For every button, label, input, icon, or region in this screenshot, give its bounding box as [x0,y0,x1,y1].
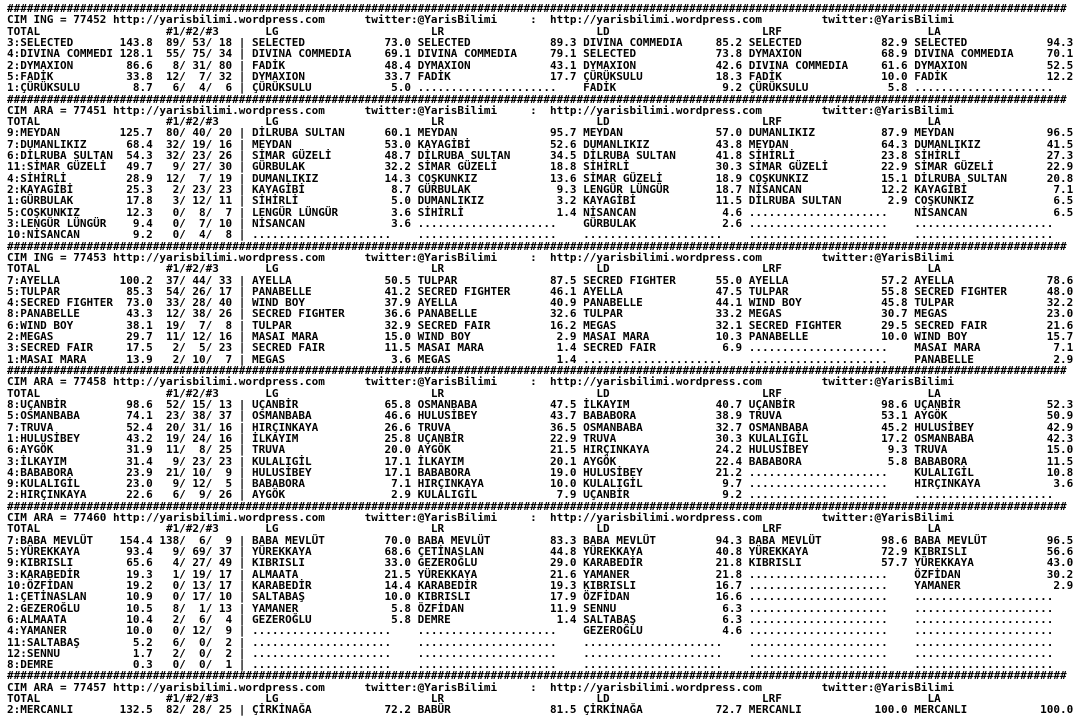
data-row: 2:MERCANLI 132.5 82/ 28/ 25 | ÇİRKİNAĞA 72.2 BABÜR 81.5 ÇİRKİNAĞA 72.7 MERCANLI 100.0 MERCANLI 100.0 [7,703,1074,716]
data-row: 4:SİHİRLİ 28.9 12/ 7/ 19 | DUMANLIKIZ 14.3 COŞKUNKIZ 13.6 SİMAR GÜZELİ 18.9 COŞKUNKIZ 15.1 DİLRUBA SULTAN 20.8 [7,171,1074,185]
data-row: 12:SENNU 1.7 2/ 0/ 2 | ..................... ..................... ..................... ..................... ..................... [7,646,1074,660]
data-row: 10:NİSANCAN 9.2 0/ 4/ 8 | ..................... ..................... ..................... ..................... ..................... [7,228,1074,242]
data-row: 7:DUMANLIKIZ 68.4 32/ 19/ 16 | MEYDAN 53.0 KAYAGİBİ 52.6 DUMANLIKIZ 43.8 MEYDAN 64.3 DUMANLIKIZ 41.5 [7,137,1074,151]
data-row: 3:İLKAYIM 31.4 9/ 23/ 23 | KULALIGİL 17.1 İLKAYIM 20.1 AYGÖK 22.4 BABABORA 5.8 BABABORA 11.5 [7,454,1074,468]
column-header: TOTAL #1/#2/#3 LG LR LD LRF LA [7,24,941,38]
section-header: CIM ING = 77452 http://yarisbilimi.wordpress.com twitter:@YarisBilimi : http://yarisbilimi.wordpress.com twitter:@YarisBilimi [7,13,955,27]
section-separator: ################################################################################################################################################################ [7,364,1067,377]
data-row: 2:GEZEROĞLU 10.5 8/ 1/ 13 | YAMANER 5.8 ÖZFİDAN 11.9 SENNU 6.3 ..................... ..................... [7,601,1074,615]
data-row: 2:DYMAXION 86.6 8/ 31/ 80 | FADİK 48.4 DYMAXION 43.1 DYMAXION 42.6 DIVINA COMMEDIA 61.6 DYMAXION 52.5 [7,58,1074,72]
data-row: 9:KULALIGİL 23.0 9/ 12/ 5 | BABABORA 7.1 HIRÇINKAYA 10.0 KULALIGİL 9.7 ..................... HIRÇINKAYA 3.6 [7,477,1074,491]
section-separator: ################################################################################################################################################################ [7,92,1067,106]
data-row: 7:TRUVA 52.4 20/ 31/ 16 | HIRÇINKAYA 26.6 TRUVA 36.5 OSMANBABA 32.7 OSMANBABA 45.2 HULUSİBEY 42.9 [7,420,1074,434]
data-row: 2:KAYAGİBİ 25.3 2/ 23/ 23 | KAYAGİBİ 8.7 GÜRBULAK 9.3 LENGÜR LÜNGÜR 18.7 NİSANCAN 12.2 KAYAGİBİ 7.1 [7,183,1074,196]
column-header: TOTAL #1/#2/#3 LG LR LD LRF LA [7,522,941,536]
data-row: 5:YÜREKKAYA 93.4 9/ 69/ 37 | YÜREKKAYA 68.6 ÇETİNASLAN 44.8 YÜREKKAYA 40.8 YÜREKKAYA 72.9 KIBRISLI 56.6 [7,545,1074,558]
data-row: 8:UÇANBİR 98.6 52/ 15/ 13 | UÇANBİR 65.8 OSMANBABA 47.5 İLKAYIM 40.7 UÇANBİR 98.6 UÇANBİR 52.3 [7,397,1074,411]
data-row: 5:TULPAR 85.3 54/ 26/ 17 | PANABELLE 41.2 SECRED FIGHTER 46.1 AYELLA 47.5 TULPAR 55.8 SECRED FIGHTER 48.0 [7,284,1074,298]
column-header: TOTAL #1/#2/#3 LG LR LD LRF LA [7,692,941,706]
section-separator: ################################################################################################################################################################ [7,499,1067,513]
data-row: 4:SECRED FIGHTER 73.0 33/ 28/ 40 | WIND BOY 37.9 AYELLA 40.9 PANABELLE 44.1 WIND BOY 45.8 TULPAR 32.2 [7,296,1074,310]
data-row: 5:OSMANBABA 74.1 23/ 38/ 37 | OSMANBABA 46.6 HULUSİBEY 43.7 BABABORA 38.9 TRUVA 53.1 AYGÖK 50.9 [7,409,1074,423]
data-row: 1:MASAI MARA 13.9 2/ 10/ 7 | MEGAS 3.6 MEGAS 1.4 ..................... ..................... PANABELLE 2.9 [7,352,1074,366]
data-row: 8:DEMRE 0.3 0/ 0/ 1 | ..................... ..................... ..................... ..................... ..................... [7,658,1074,672]
data-row: 4:BABABORA 23.9 21/ 10/ 9 | HULUSİBEY 17.1 BABABORA 19.0 HULUSİBEY 21.2 ..................... KULALIGİL 10.8 [7,465,1074,479]
data-row: 10:ÖZFİDAN 19.2 0/ 13/ 17 | KARABEDİR 14.4 KARABEDİR 19.3 KIBRISLI 16.7 ..................... YAMANER 2.9 [7,578,1074,592]
section-separator: ################################################################################################################################################################ [7,2,1067,15]
data-row: 4:DIVINA COMMEDI 128.1 55/ 75/ 34 | DIVINA COMMEDIA 69.1 DIVINA COMMEDIA 79.1 SELECTED 73.8 DYMAXION 68.9 DIVINA COMMEDIA 70.1 [7,47,1074,61]
data-row: 2:MEGAS 29.7 11/ 12/ 16 | MASAI MARA 15.0 WIND BOY 2.9 MASAI MARA 10.3 PANABELLE 10.0 WIND BOY 15.7 [7,330,1074,344]
data-row: 9:MEYDAN 125.7 80/ 40/ 20 | DİLRUBA SULTAN 60.1 MEYDAN 95.7 MEYDAN 57.0 DUMANLIKIZ 87.9 MEYDAN 96.5 [7,126,1074,140]
data-row: 6:WIND BOY 38.1 19/ 7/ 8 | TULPAR 32.9 SECRED FAIR 16.2 MEGAS 32.1 SECRED FIGHTER 29.5 SECRED FAIR 21.6 [7,318,1074,332]
data-row: 5:FADİK 33.8 12/ 7/ 32 | DYMAXION 33.7 FADİK 17.7 ÇÜRÜKSULU 18.3 FADİK 10.0 FADİK 12.2 [7,69,1074,83]
section-header: CIM ING = 77453 http://yarisbilimi.wordpress.com twitter:@YarisBilimi : http://yarisbilimi.wordpress.com twitter:@YarisBilimi [7,250,955,264]
section-header: CIM ARA = 77458 http://yarisbilimi.wordpress.com twitter:@YarisBilimi : http://yarisbilimi.wordpress.com twitter:@YarisBilimi [7,375,955,389]
data-row: 6:DİLRUBA SULTAN 54.3 32/ 23/ 26 | SİMAR GÜZELİ 48.7 DİLRUBA SULTAN 34.5 DİLRUBA SULTAN 41.8 SİHİRLİ 23.8 SİHİRLİ 27.3 [7,149,1074,163]
data-row: 1:ÇÜRÜKSULU 8.7 6/ 4/ 6 | ÇÜRÜKSULU 5.0 ..................... FADİK 9.2 ÇÜRÜKSULU 5.8 ..................... [7,81,1074,95]
data-row: 3:SECRED FAIR 17.5 2/ 5/ 23 | SECRED FAIR 11.5 MASAI MARA 1.4 SECRED FAIR 6.9 ..................... MASAI MARA 7.1 [7,341,1074,355]
section-header: CIM ARA = 77457 http://yarisbilimi.wordpress.com twitter:@YarisBilimi : http://yarisbilimi.wordpress.com twitter:@YarisBilimi [7,680,955,694]
data-row: 3:KARABEDİR 19.3 1/ 19/ 17 | ALMAATA 21.5 YÜREKKAYA 21.6 YAMANER 21.8 ..................... ÖZFİDAN 30.2 [7,567,1074,581]
section-separator: ################################################################################################################################################################ [7,669,1067,683]
column-header: TOTAL #1/#2/#3 LG LR LD LRF LA [7,115,941,129]
column-header: TOTAL #1/#2/#3 LG LR LD LRF LA [7,386,941,400]
section-header: CIM ARA = 77460 http://yarisbilimi.wordpress.com twitter:@YarisBilimi : http://yarisbilimi.wordpress.com twitter:@YarisBilimi [7,511,955,525]
data-row: 11:SALTABAŞ 5.2 6/ 0/ 2 | ..................... ..................... ..................... ..................... ..................... [7,635,1074,649]
data-row: 6:AYGÖK 31.9 11/ 8/ 25 | TRUVA 20.0 AYGÖK 21.5 HIRÇINKAYA 24.2 HULUSİBEY 9.3 TRUVA 15.0 [7,443,1074,457]
column-header: TOTAL #1/#2/#3 LG LR LD LRF LA [7,262,941,276]
data-row: 2:HIRÇINKAYA 22.6 6/ 9/ 26 | AYGÖK 2.9 KULALIGİL 7.9 UÇANBİR 9.2 ..................... ..................... [7,488,1074,502]
data-row: 7:BABA MEVLÜT 154.4 138/ 6/ 9 | BABA MEVLÜT 70.0 BABA MEVLÜT 83.3 BABA MEVLÜT 94.3 BABA MEVLÜT 98.6 BABA MEVLÜT 96.5 [7,533,1074,547]
data-row: 6:ALMAATA 10.4 2/ 6/ 4 | GEZEROĞLU 5.8 DEMRE 1.4 SALTABAŞ 6.3 ..................... ..................... [7,612,1074,626]
data-row: 3:SELECTED 143.8 89/ 53/ 18 | SELECTED 73.0 SELECTED 89.3 DIVINA COMMEDIA 85.2 SELECTED 82.9 SELECTED 94.3 [7,35,1074,49]
data-row: 3:LENGÜR LÜNGÜR 9.4 0/ 7/ 10 | NİSANCAN 3.6 ..................... GÜRBULAK 2.6 ..................... ..................... [7,216,1074,230]
data-row: 7:AYELLA 100.2 37/ 44/ 33 | AYELLA 50.5 TULPAR 87.5 SECRED FIGHTER 55.0 AYELLA 57.2 AYELLA 78.6 [7,273,1074,287]
data-row: 1:ÇETİNASLAN 10.9 0/ 17/ 10 | SALTABAŞ 10.0 KIBRISLI 17.9 ÖZFİDAN 16.6 ..................... ..................... [7,590,1074,604]
section-header: CIM ARA = 77451 http://yarisbilimi.wordpress.com twitter:@YarisBilimi : http://yarisbilimi.wordpress.com twitter:@YarisBilimi [7,103,955,117]
data-row: 8:PANABELLE 43.3 12/ 38/ 26 | SECRED FIGHTER 36.6 PANABELLE 32.6 TULPAR 33.2 MEGAS 30.7 MEGAS 23.0 [7,307,1074,321]
data-row: 11:SİMAR GÜZELİ 49.7 9/ 27/ 30 | GÜRBULAK 32.2 SİMAR GÜZELİ 18.8 SİHİRLİ 30.3 SİMAR GÜZELİ 22.9 SİMAR GÜZELİ 22.9 [7,160,1074,174]
data-row: 9:KIBRISLI 65.6 4/ 27/ 49 | KIBRISLI 33.0 GEZEROĞLU 29.0 KARABEDİR 21.8 KIBRISLI 57.7 YÜREKKAYA 43.0 [7,556,1074,570]
data-row: 1:HULUSİBEY 43.2 19/ 24/ 16 | İLKAYIM 25.8 UÇANBİR 22.9 TRUVA 30.3 KULALIGİL 17.2 OSMANBABA 42.3 [7,431,1074,445]
data-row: 1:GÜRBULAK 17.8 3/ 12/ 11 | SİHİRLİ 5.0 DUMANLIKIZ 3.2 KAYAGİBİ 11.5 DİLRUBA SULTAN 2.9 COŞKUNKIZ 6.5 [7,194,1074,208]
section-separator: ################################################################################################################################################################ [7,239,1067,253]
data-row: 5:COŞKUNKIZ 12.3 0/ 8/ 7 | LENGÜR LÜNGÜR 3.6 SİHİRLİ 1.4 NİSANCAN 4.6 ..................... NİSANCAN 6.5 [7,205,1074,219]
data-row: 4:YAMANER 10.0 0/ 12/ 9 | ..................... ..................... GEZEROĞLU 4.6 ..................... ..................... [7,624,1074,638]
